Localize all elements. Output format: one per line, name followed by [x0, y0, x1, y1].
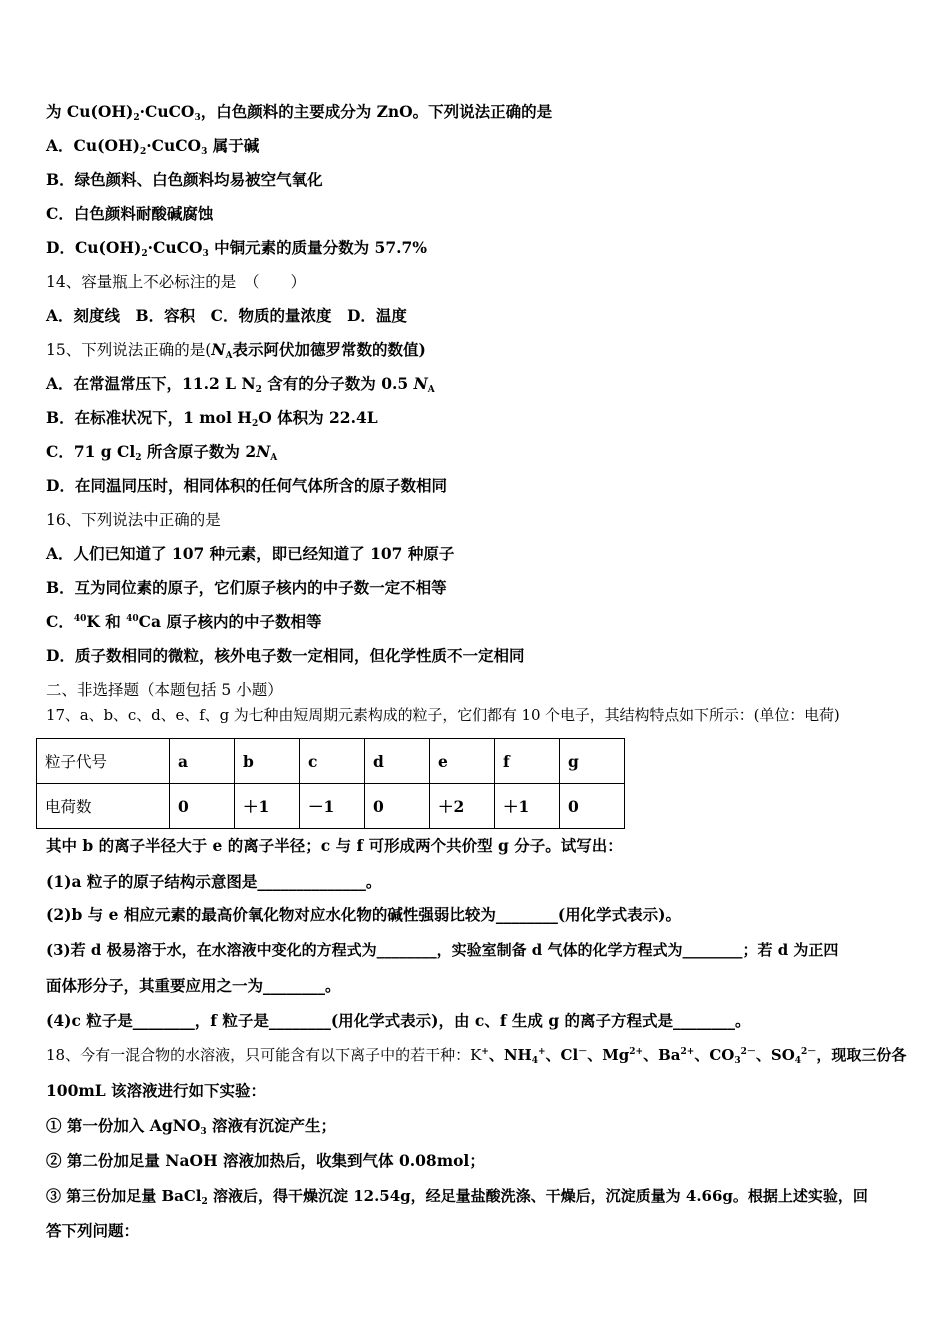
q18-stem: 18、今有一混合物的水溶液，只可能含有以下离子中的若干种：K+、$NH_4^+$、Cl－、$Mg^{2+}$、$Ba^{2+}$、$CO_3^{2-}$、$SO_4^{2-}$，现取三份各: [46, 1046, 907, 1066]
q18-exp-1: ① 第一份加入 AgNO$_3$ 溶液有沉淀产生；: [46, 1116, 336, 1137]
q17-part-2: (2)b 与 e 相应元素的最高价氧化物对应水化物的碱性强弱比较为________(用化学式表示)。: [46, 905, 682, 924]
table-cell: a: [170, 739, 235, 784]
section-heading: 二、非选择题（本题包括 5 小题）: [46, 681, 283, 699]
table-cell: 0: [560, 784, 625, 829]
q17-note: 其中 b 的离子半径大于 e 的离子半径；c 与 f 可形成两个共价型 g 分子。试写出：: [46, 836, 623, 855]
table-row: [37, 784, 625, 829]
table-cell: 0: [170, 784, 235, 829]
q16-stem: 16、下列说法中正确的是: [46, 511, 221, 529]
q16-option-b: B．互为同位素的原子，它们原子核内的中子数一定不相等: [46, 578, 447, 597]
q13-option-a: A．$Cu(OH)_2\cdot CuCO_3$ 属于碱: [46, 136, 260, 157]
table-cell: 0: [365, 784, 430, 829]
q14-options: A．刻度线 B．容积 C．物质的量浓度 D．温度: [46, 306, 407, 325]
table-cell: 电荷数: [37, 784, 170, 829]
q13-option-c: C．白色颜料耐酸碱腐蚀: [46, 204, 214, 223]
q17-stem: 17、a、b、c、d、e、f、g 为七种由短周期元素构成的粒子，它们都有 10 个电子，其结构特点如下所示：(单位：电荷): [46, 706, 840, 724]
q15-option-d: D．在同温同压时，相同体积的任何气体所含的原子数相同: [46, 476, 447, 495]
q15-option-c: C．71 g $Cl_2$ 所含原子数为 $2N_A$: [46, 442, 278, 463]
table-row: [37, 739, 625, 784]
q18-exp-2: ② 第二份加足量 NaOH 溶液加热后，收集到气体 0.08mol；: [46, 1151, 485, 1170]
table-cell: 粒子代号: [37, 739, 170, 784]
q15-option-a: A．在常温常压下，11.2 L $N_2$ 含有的分子数为 0.5 $N_A$: [46, 374, 435, 395]
table-cell: ＋1: [495, 784, 560, 829]
q17-part-4: (4)c 粒子是________，f 粒子是________(用化学式表示)，由 c、f 生成 g 的离子方程式是________。: [46, 1011, 751, 1030]
table-cell: b: [235, 739, 300, 784]
q13-option-d: D．$Cu(OH)_2\cdot CuCO_3$ 中铜元素的质量分数为 57.7%: [46, 238, 428, 259]
particle-table: [36, 738, 625, 829]
q16-option-a: A．人们已知道了 107 种元素，即已经知道了 107 种原子: [46, 544, 455, 563]
q14-stem: 14、容量瓶上不必标注的是 （ ）: [46, 273, 306, 291]
table-cell: －1: [300, 784, 365, 829]
q16-option-d: D．质子数相同的微粒，核外电子数一定相同，但化学性质不一定相同: [46, 646, 525, 665]
q17-part-3b: 面体形分子，其重要应用之一为________。: [46, 976, 341, 995]
table-cell: f: [495, 739, 560, 784]
table-cell: c: [300, 739, 365, 784]
q13-option-b: B．绿色颜料、白色颜料均易被空气氧化: [46, 170, 323, 189]
q16-option-c: C．$^{40}$K 和 $^{40}$Ca 原子核内的中子数相等: [46, 612, 322, 631]
q18-exp-3-cont: 答下列问题：: [46, 1221, 140, 1240]
q15-option-b: B．在标准状况下，1 mol $H_2O$ 体积为 22.4L: [46, 408, 378, 429]
q18-stem-cont: 100mL 该溶液进行如下实验：: [46, 1081, 267, 1100]
q17-part-3a: (3)若 d 极易溶于水，在水溶液中变化的方程式为________，实验室制备 d 气体的化学方程式为________；若 d 为正四: [46, 941, 839, 959]
table-cell: ＋1: [235, 784, 300, 829]
q13-intro: 为 $Cu(OH)_2\cdot CuCO_3$，白色颜料的主要成分为 ZnO。下列说法正确的是: [46, 102, 553, 123]
q17-part-1: (1)a 粒子的原子结构示意图是______________。: [46, 872, 382, 891]
q15-stem: 15、下列说法正确的是($N_A$表示阿伏加德罗常数的数值): [46, 340, 426, 361]
table-cell: ＋2: [430, 784, 495, 829]
q18-exp-3: ③ 第三份加足量 BaCl$_2$ 溶液后，得干燥沉淀 12.54g，经足量盐酸洗涤、干燥后，沉淀质量为 4.66g。根据上述实验，回: [46, 1187, 868, 1207]
table-cell: e: [430, 739, 495, 784]
table-cell: d: [365, 739, 430, 784]
table-cell: g: [560, 739, 625, 784]
